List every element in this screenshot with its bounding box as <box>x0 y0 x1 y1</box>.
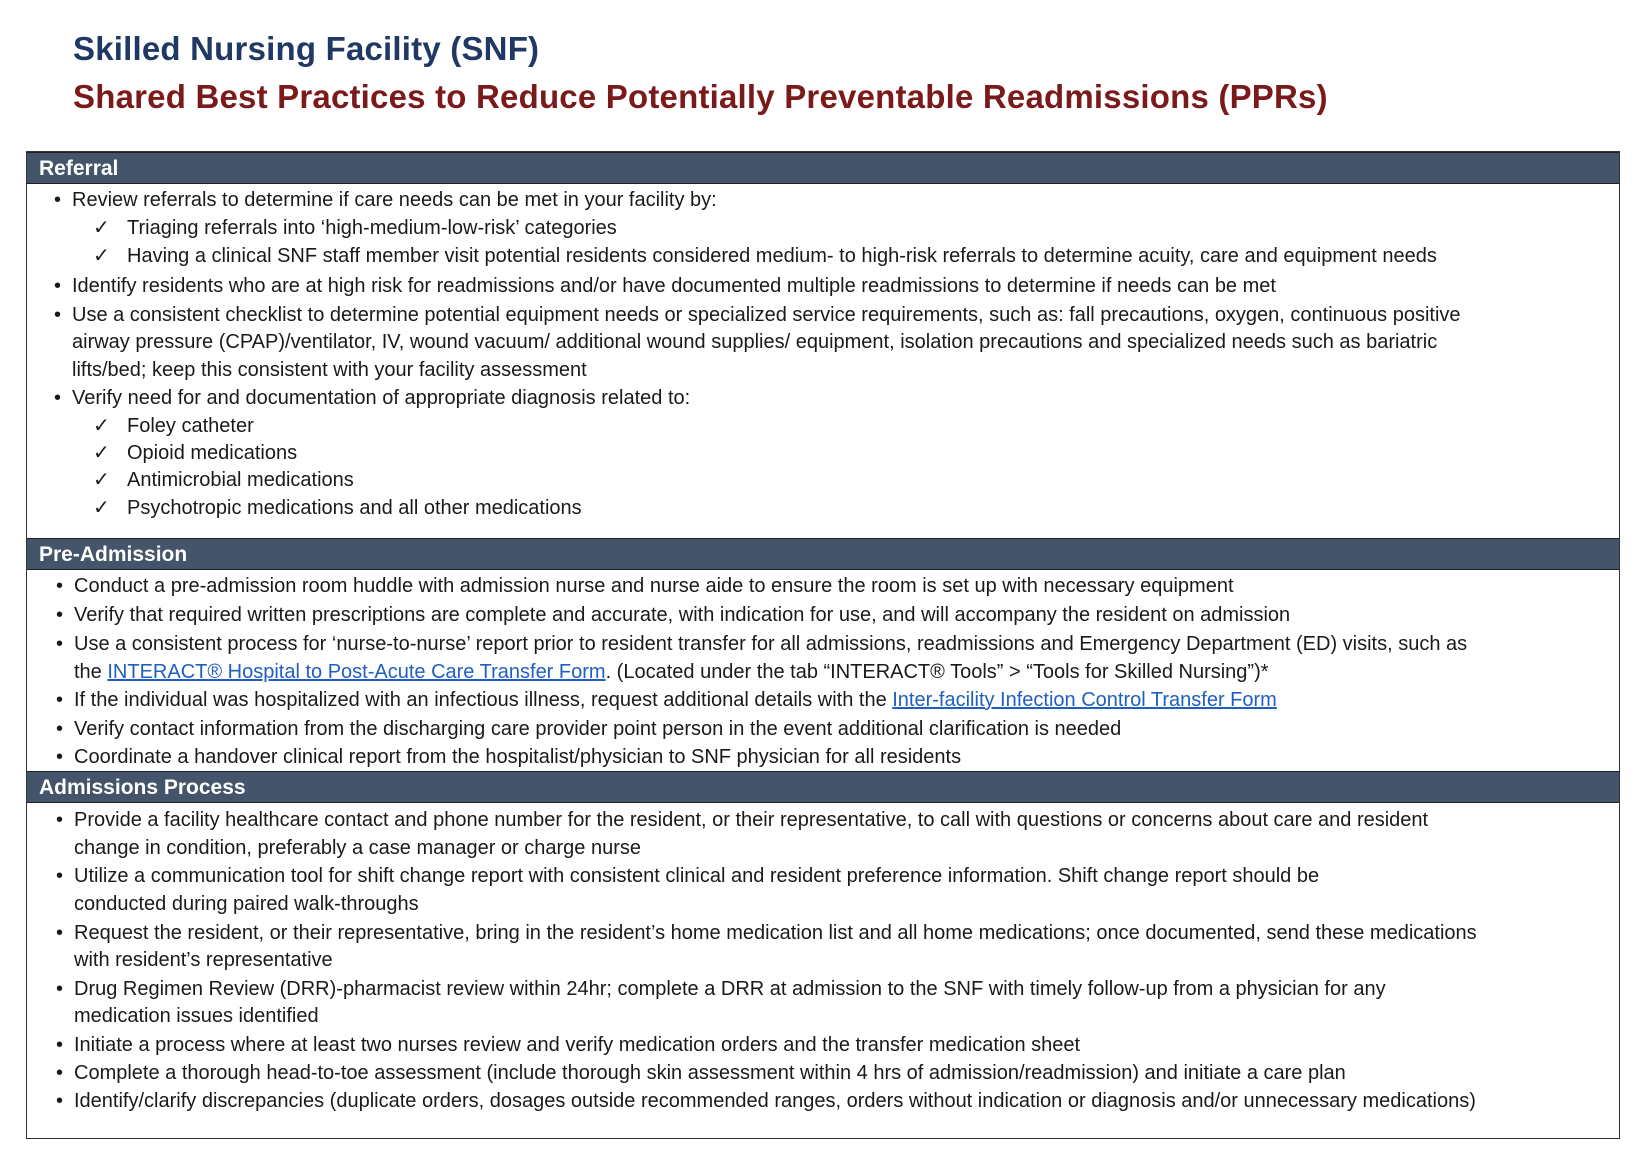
bullet-dot-icon: • <box>56 689 64 711</box>
bullet-dot-icon: • <box>56 1034 64 1056</box>
list-item: Request the resident, or their representative, bring in the resident’s home medication list and all home medications; once documented, send these medications <box>74 922 1477 944</box>
list-item-continuation: conducted during paired walk-throughs <box>74 893 419 915</box>
list-item: Identify residents who are at high risk for readmissions and/or have documented multiple readmissions to determine if needs can be met <box>72 275 1276 297</box>
bullet-dot-icon: • <box>56 978 64 1000</box>
bullet-dot-icon: • <box>56 633 64 655</box>
checkmark-icon: ✓ <box>93 497 110 519</box>
list-item: Coordinate a handover clinical report from the hospitalist/physician to SNF physician for all residents <box>74 746 962 768</box>
infection-control-form-link[interactable]: Inter-facility Infection Control Transfer Form <box>892 689 1277 711</box>
list-item-continuation: lifts/bed; keep this consistent with your facility assessment <box>72 359 587 381</box>
bullet-dot-icon: • <box>56 1062 64 1084</box>
bullet-dot-icon: • <box>56 718 64 740</box>
section-header-referral: Referral <box>27 152 1619 184</box>
list-item: Use a consistent checklist to determine potential equipment needs or specialized service requirements, such as: fall precautions, oxygen, continuous positive <box>72 304 1461 326</box>
checkmark-icon: ✓ <box>93 442 110 464</box>
list-item: Initiate a process where at least two nurses review and verify medication orders and the transfer medication sheet <box>74 1034 1081 1056</box>
list-item: Conduct a pre-admission room huddle with admission nurse and nurse aide to ensure the room is set up with necessary equipment <box>74 575 1234 597</box>
checkmark-icon: ✓ <box>93 415 110 437</box>
best-practices-table <box>26 151 1620 1139</box>
checkmark-icon: ✓ <box>93 469 110 491</box>
list-item-continuation <box>74 658 1269 686</box>
list-item-text: . (Located under the tab “INTERACT® Tools” > “Tools for Skilled Nursing”)* <box>605 661 1269 683</box>
checklist-item: Foley catheter <box>127 415 254 437</box>
section-header-admissions-process: Admissions Process <box>27 771 1619 803</box>
list-item: Utilize a communication tool for shift change report with consistent clinical and resident preference information. Shift change report should be <box>74 865 1320 887</box>
checklist-item: Antimicrobial medications <box>127 469 354 491</box>
list-item-text: If the individual was hospitalized with an infectious illness, request additional details with the <box>74 689 893 711</box>
list-item: Verify need for and documentation of appropriate diagnosis related to: <box>72 387 691 409</box>
list-item: Identify/clarify discrepancies (duplicate orders, dosages outside recommended ranges, orders without indication or diagnosis and/or unnecessary medications) <box>74 1090 1476 1112</box>
checklist-item: Psychotropic medications and all other medications <box>127 497 582 519</box>
list-item <box>74 686 1277 714</box>
list-item: Review referrals to determine if care needs can be met in your facility by: <box>72 189 717 211</box>
list-item-continuation: airway pressure (CPAP)/ventilator, IV, wound vacuum/ additional wound supplies/ equipment, isolation precautions and specialized needs such as bariatric <box>72 331 1438 353</box>
list-item: Use a consistent process for ‘nurse-to-nurse’ report prior to resident transfer for all admissions, readmissions and Emergency Department (ED) visits, such as <box>74 633 1468 655</box>
list-item-continuation: with resident’s representative <box>74 949 333 971</box>
list-item-continuation: medication issues identified <box>74 1005 319 1027</box>
checkmark-icon: ✓ <box>93 245 110 267</box>
list-item: Verify contact information from the discharging care provider point person in the event additional clarification is needed <box>74 718 1122 740</box>
page-subtitle: Shared Best Practices to Reduce Potentially Preventable Readmissions (PPRs) <box>73 78 1328 115</box>
bullet-dot-icon: • <box>54 189 62 211</box>
bullet-dot-icon: • <box>56 575 64 597</box>
bullet-dot-icon: • <box>56 809 64 831</box>
checklist-item: Opioid medications <box>127 442 298 464</box>
list-item-text: the <box>74 661 108 683</box>
checklist-item: Triaging referrals into ‘high-medium-low-risk’ categories <box>127 217 617 239</box>
checkmark-icon: ✓ <box>93 217 110 239</box>
list-item: Complete a thorough head-to-toe assessment (include thorough skin assessment within 4 hrs of admission/readmission) and initiate a care plan <box>74 1062 1346 1084</box>
list-item: Verify that required written prescriptions are complete and accurate, with indication for use, and will accompany the resident on admission <box>74 604 1291 626</box>
interact-transfer-form-link[interactable]: INTERACT® Hospital to Post-Acute Care Transfer Form <box>107 661 606 683</box>
bullet-dot-icon: • <box>56 1090 64 1112</box>
section-header-pre-admission: Pre-Admission <box>27 538 1619 570</box>
bullet-dot-icon: • <box>56 746 64 768</box>
list-item: Provide a facility healthcare contact and phone number for the resident, or their representative, to call with questions or concerns about care and resident <box>74 809 1429 831</box>
checklist-item: Having a clinical SNF staff member visit potential residents considered medium- to high-risk referrals to determine acuity, care and equipment needs <box>127 245 1437 267</box>
bullet-dot-icon: • <box>54 304 62 326</box>
bullet-dot-icon: • <box>56 865 64 887</box>
bullet-dot-icon: • <box>54 275 62 297</box>
page-title: Skilled Nursing Facility (SNF) <box>73 30 540 67</box>
list-item-continuation: change in condition, preferably a case manager or charge nurse <box>74 837 642 859</box>
list-item: Drug Regimen Review (DRR)-pharmacist review within 24hr; complete a DRR at admission to the SNF with timely follow-up from a physician for any <box>74 978 1386 1000</box>
bullet-dot-icon: • <box>56 922 64 944</box>
bullet-dot-icon: • <box>56 604 64 626</box>
bullet-dot-icon: • <box>54 387 62 409</box>
